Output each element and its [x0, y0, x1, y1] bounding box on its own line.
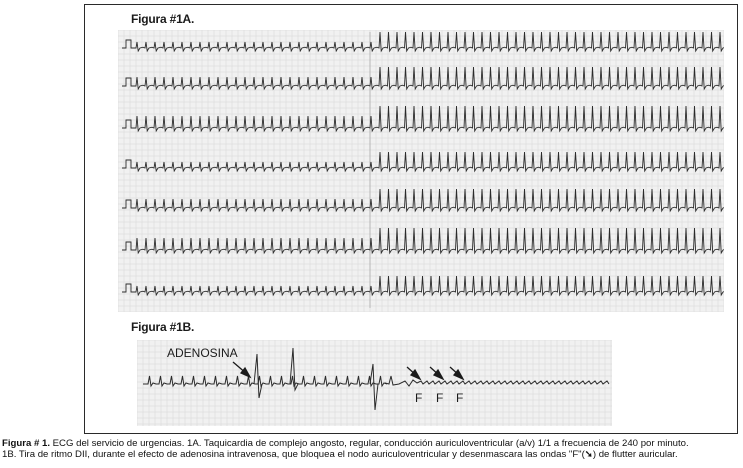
- caption-label: Figura # 1.: [2, 438, 50, 449]
- rhythm-strip-image: [137, 340, 612, 426]
- caption-line-1: [2, 438, 742, 449]
- caption-line-2-start: 1B. Tira de ritmo DII, durante el efecto de adenosina intravenosa, que bloquea el nodo auriculoventricular y desenmascara las ondas "F"(: [2, 449, 585, 460]
- caption-line-1-text: ECG del servicio de urgencias. 1A. Taquicardia de complejo angosto, regular, conducción auriculoventricular (a/v) 1/1 a frecuencia de 240 por minuto.: [49, 438, 689, 449]
- caption-line-2-end: ) de flutter auricular.: [592, 449, 678, 460]
- adenosina-label: ADENOSINA: [167, 346, 238, 360]
- flutter-label-2: F: [436, 391, 444, 405]
- ecg-12-lead-image: [118, 30, 724, 312]
- panel-b-title: Figura #1B.: [131, 320, 195, 334]
- arrow-icon: ➘: [584, 449, 593, 460]
- flutter-label-1: F: [415, 391, 423, 405]
- flutter-label-3: F: [456, 391, 464, 405]
- panel-a-title: Figura #1A.: [131, 12, 195, 26]
- caption-line-2: [2, 449, 742, 460]
- ecg-paper: [118, 30, 724, 312]
- figure-caption: [2, 438, 742, 460]
